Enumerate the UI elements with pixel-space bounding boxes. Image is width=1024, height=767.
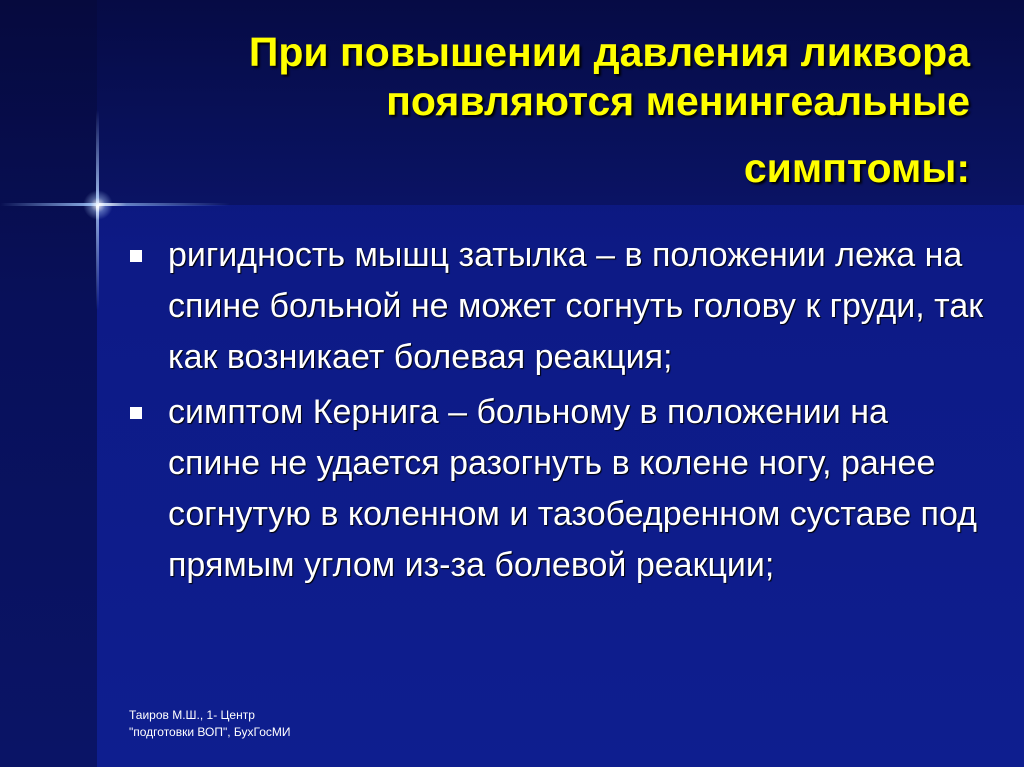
sparkle-horizontal [0, 203, 230, 206]
bullet-item [128, 387, 988, 591]
title-line-1: При повышении давления ликвора [248, 29, 970, 75]
bullet-item [128, 230, 988, 383]
bullet-text: симптом Кернига – больному в положении на спине не удается разогнуть в колене ногу, ранее согнутую в коленном и тазобедренном суставе под прямым углом из-за болевой реакции; [168, 393, 977, 584]
left-band [0, 0, 97, 767]
square-bullet-icon [130, 250, 142, 262]
title-line-2: появляются менингеальные [386, 78, 970, 125]
bullet-list [128, 230, 988, 595]
bullet-text: ригидность мышц затылка – в положении лежа на спине больной не может согнуть голову к груди, так как возникает болевая реакция; [168, 236, 984, 376]
footer-line-1: Таиров М.Ш., 1- Центр [129, 708, 255, 722]
footer-credit [129, 707, 290, 741]
slide-title [110, 28, 970, 194]
footer-line-2: "подготовки ВОП", БухГосМИ [129, 725, 291, 739]
title-line-3: симптомы: [743, 145, 970, 192]
sparkle-star-icon [83, 190, 113, 220]
square-bullet-icon [130, 407, 142, 419]
